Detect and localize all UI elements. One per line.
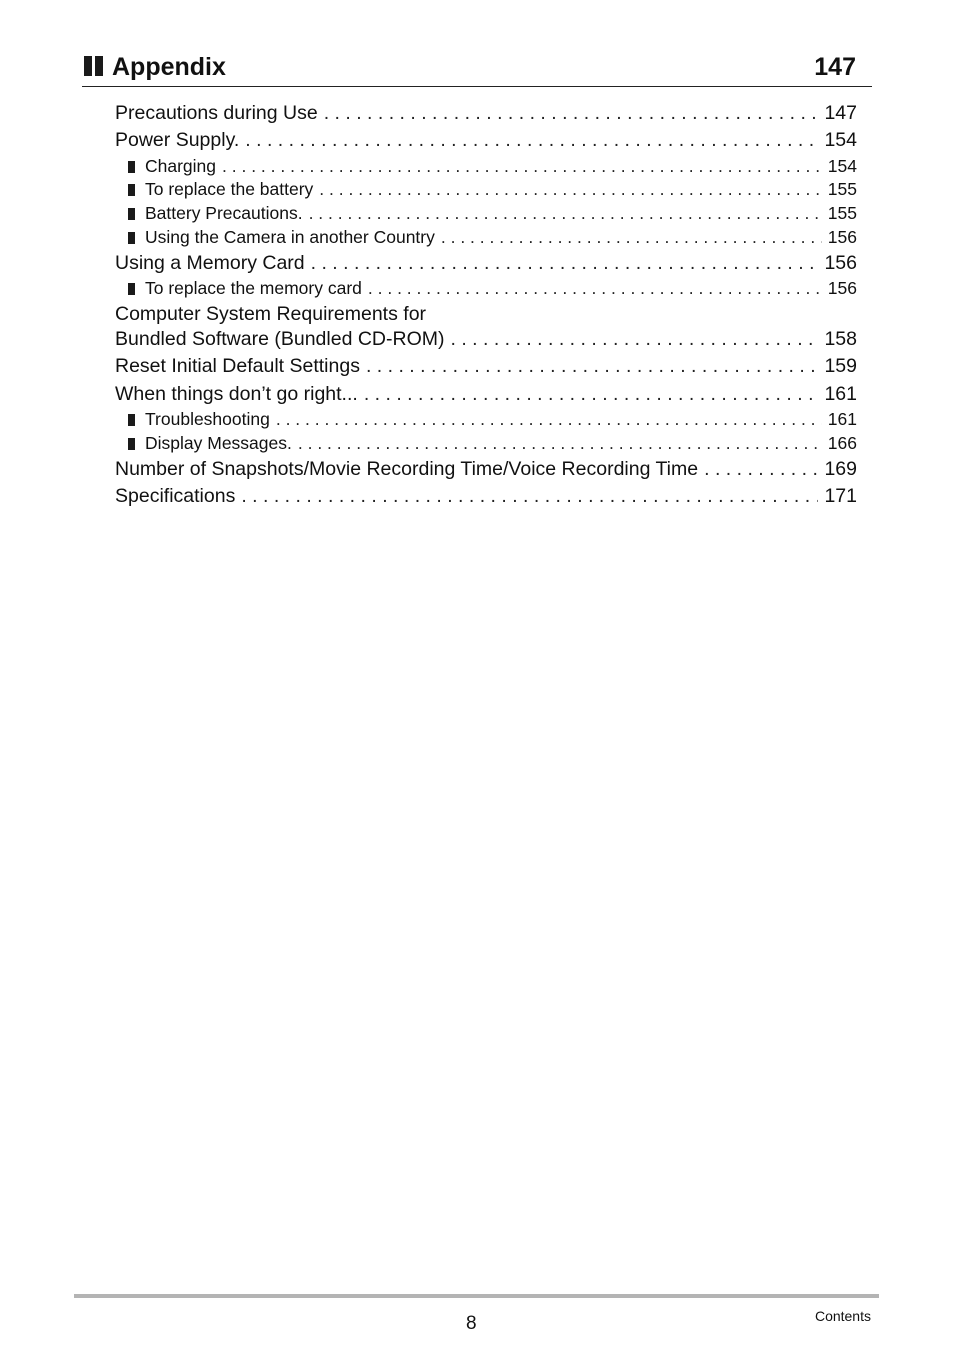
toc-entry-label: Using the Camera in another Country	[145, 227, 435, 247]
toc-entry-label: Troubleshooting	[145, 409, 270, 429]
dot-leader	[324, 101, 819, 125]
toc-entry-system-requirements[interactable]	[115, 327, 857, 351]
dot-leader	[368, 277, 822, 299]
toc-entry-display-messages[interactable]	[128, 432, 857, 454]
section-marker-icon	[84, 56, 104, 76]
dot-leader	[298, 432, 822, 454]
dot-leader	[241, 484, 818, 508]
toc-entry-memory-card[interactable]	[115, 251, 857, 275]
toc-entry-label: Using a Memory Card	[115, 252, 305, 274]
toc-entry-battery-precautions[interactable]	[128, 202, 857, 224]
bullet-icon	[128, 208, 135, 220]
bullet-icon	[128, 161, 135, 173]
footer-section-link[interactable]: Contents	[814, 1308, 871, 1324]
dot-leader	[276, 408, 822, 430]
toc-entry-specifications[interactable]	[115, 484, 857, 508]
toc-entry-page: 156	[827, 227, 857, 247]
toc-entry-page: 161	[824, 383, 857, 405]
toc-entry-replace-memory-card[interactable]	[128, 277, 857, 299]
section-page-number: 147	[814, 53, 856, 81]
toc-entry-label: Precautions during Use	[115, 102, 318, 124]
toc-entry-page: 154	[827, 156, 857, 176]
toc-entry-precautions[interactable]	[115, 101, 857, 125]
toc-entry-page: 156	[824, 252, 857, 274]
dot-leader	[704, 457, 818, 481]
toc-entry-page: 159	[824, 355, 857, 377]
toc-entry-label: When things don’t go right...	[115, 383, 358, 405]
section-title: Appendix	[112, 53, 226, 81]
dot-leader	[309, 202, 822, 224]
dot-leader	[222, 155, 822, 177]
dot-leader	[319, 178, 822, 200]
toc-entry-label: Battery Precautions.	[145, 203, 303, 223]
toc-entry-label: Bundled Software (Bundled CD-ROM)	[115, 328, 445, 350]
dot-leader	[364, 382, 819, 406]
toc-entry-label: Number of Snapshots/Movie Recording Time/Voice Recording Time	[115, 458, 699, 480]
toc-entry-replace-battery[interactable]	[128, 178, 857, 200]
toc-entry-page: 169	[824, 458, 857, 480]
bullet-icon	[128, 232, 135, 244]
toc-entry-charging[interactable]	[128, 155, 857, 177]
toc-entry-label: Power Supply.	[115, 129, 240, 151]
toc-entry-power-supply[interactable]	[115, 128, 857, 152]
toc-entry-page: 166	[827, 433, 857, 453]
toc-entry-page: 147	[824, 102, 857, 124]
bullet-icon	[128, 283, 135, 295]
dot-leader	[311, 251, 819, 275]
section-header	[82, 52, 872, 87]
bullet-icon	[128, 184, 135, 196]
toc-entry-label: Charging	[145, 156, 217, 176]
toc-entry-label: To replace the memory card	[145, 278, 362, 298]
toc-entry-label: Specifications	[115, 485, 236, 507]
bullet-icon	[128, 438, 135, 450]
dot-leader	[245, 128, 818, 152]
toc-entry-label: To replace the battery	[145, 179, 314, 199]
toc-entry-page: 156	[827, 278, 857, 298]
footer-page-number: 8	[466, 1313, 477, 1334]
toc-entry-reset-defaults[interactable]	[115, 354, 857, 378]
toc-entry-camera-another-country[interactable]	[128, 226, 857, 248]
toc-entry-number-of-snapshots[interactable]	[115, 457, 857, 481]
toc-entry-page: 158	[824, 328, 857, 350]
dot-leader	[450, 327, 818, 351]
bullet-icon	[128, 414, 135, 426]
toc-entry-troubleshooting[interactable]	[128, 408, 857, 430]
toc-entry-page: 155	[827, 203, 857, 223]
footer-divider	[74, 1294, 879, 1298]
toc-entry-page: 155	[827, 179, 857, 199]
dot-leader	[366, 354, 818, 378]
toc-entry-page: 161	[827, 409, 857, 429]
toc-entry-page: 154	[824, 129, 857, 151]
toc-entry-label-line[interactable]: Computer System Requirements for	[115, 303, 427, 325]
toc-entry-things-go-wrong[interactable]	[115, 382, 857, 406]
toc-entry-label: Reset Initial Default Settings	[115, 355, 360, 377]
dot-leader	[441, 226, 822, 248]
toc-entry-page: 171	[824, 485, 857, 507]
toc-entry-label: Display Messages.	[145, 433, 292, 453]
